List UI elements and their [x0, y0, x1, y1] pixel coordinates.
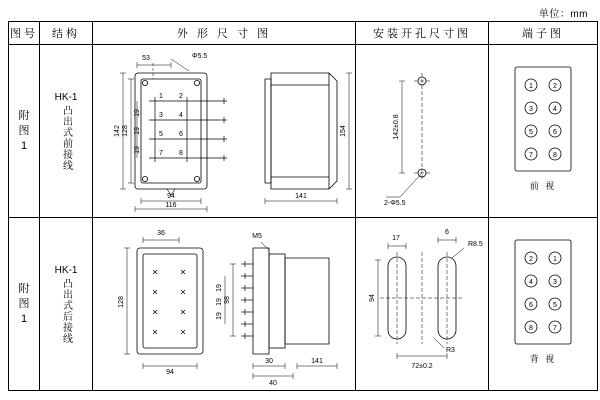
dim-72: 72±0.2: [411, 363, 433, 371]
outline-cell-2: [93, 218, 356, 391]
mounting-drawing-1: [356, 45, 488, 215]
header-fig-no: 图号: [9, 22, 40, 45]
fig-no-char: 1: [20, 312, 28, 325]
pin-label: 4: [179, 112, 183, 120]
terminal-number: 7: [553, 325, 557, 333]
terminal-number: 6: [553, 129, 557, 137]
dim-pitch-19: 19: [134, 127, 141, 136]
dim-mount-142: 142±0.8: [393, 114, 400, 140]
fig-no-cell-1: [9, 45, 40, 218]
pin-label: 1: [159, 93, 163, 101]
fig-no-char: 附: [18, 109, 30, 122]
header-outline: 外 形 尺 寸 图: [93, 22, 356, 45]
dim-screw-m5: M5: [252, 233, 262, 241]
fig-no-char: 1: [20, 139, 28, 152]
radius-r85: R8.5: [468, 241, 483, 249]
dim-6: 6: [445, 229, 449, 237]
fig-no-char: 附: [18, 282, 30, 295]
terminal-number: 4: [529, 279, 533, 287]
dim-bottom-94: 94: [166, 369, 174, 377]
terminal-diagram-1: [489, 45, 597, 215]
terminal-number: 8: [553, 152, 557, 160]
mounting-drawing-2: [356, 218, 488, 388]
dim-top-53: 53: [142, 55, 150, 63]
pin-label: 3: [159, 112, 163, 120]
header-mounting: 安装开孔尺寸图: [356, 22, 489, 45]
dim-pitch-19: 19: [134, 109, 141, 118]
dim-pitch-19: 19: [216, 284, 223, 292]
unit-note: 单位：mm: [538, 9, 588, 20]
terminal-number: 6: [529, 302, 533, 310]
structure-desc: 凸出式后接线: [60, 277, 72, 344]
dim-left-142: 142: [114, 125, 121, 137]
terminal-number: 5: [529, 129, 533, 137]
dim-depth-141: 141: [295, 193, 307, 201]
terminal-number: 3: [529, 106, 533, 114]
outline-cell-1: [93, 45, 356, 218]
terminal-number: 1: [553, 256, 557, 264]
dim-top-36: 36: [157, 230, 165, 238]
dim-30: 30: [265, 358, 273, 366]
outline-drawing-1: [93, 45, 355, 215]
dim-pitch-19: 19: [216, 312, 223, 320]
mounting-cell-1: [356, 45, 489, 218]
dim-98: 98: [224, 296, 231, 304]
note-2-holes: 2-Φ5.5: [384, 200, 406, 208]
dim-pitch-19: 19: [134, 146, 141, 155]
structure-desc: 凸出式前接线: [60, 104, 72, 171]
pin-label: 5: [159, 131, 163, 139]
pin-label: 8: [179, 150, 183, 158]
dimension-table: [8, 21, 598, 391]
terminal-number: 5: [553, 302, 557, 310]
pin-label: 7: [159, 150, 163, 158]
terminal-diagram-2: [489, 218, 597, 388]
header-terminal: 端子图: [489, 22, 598, 45]
dim-left-128: 128: [118, 296, 125, 308]
dim-left-128: 128: [122, 125, 129, 137]
dim-17: 17: [392, 235, 400, 243]
dim-141: 141: [311, 358, 323, 366]
terminal-number: 3: [553, 279, 557, 287]
dim-hole-5p5: Φ5.5: [192, 53, 208, 61]
dim-side-154: 154: [340, 125, 347, 137]
dim-bottom-94: 94: [167, 193, 175, 201]
terminal-caption: 背 视: [529, 354, 557, 365]
radius-r3: R3: [446, 347, 455, 355]
dim-94: 94: [369, 294, 376, 302]
header-structure: 结构: [40, 22, 93, 45]
terminal-number: 1: [529, 83, 533, 91]
terminal-number: 2: [529, 256, 533, 264]
terminal-cell-1: [489, 45, 598, 218]
terminal-number: 2: [553, 83, 557, 91]
terminal-number: 8: [529, 325, 533, 333]
terminal-number: 7: [529, 152, 533, 160]
structure-model: HK-1: [54, 91, 78, 103]
outline-drawing-2: [93, 218, 355, 388]
dim-pitch-19: 19: [216, 298, 223, 306]
structure-cell-2: [40, 218, 93, 391]
pin-label: 2: [179, 93, 183, 101]
terminal-number: 4: [553, 106, 557, 114]
table-row: [9, 45, 598, 218]
fig-no-char: 图: [18, 297, 30, 310]
fig-no-cell-2: [9, 218, 40, 391]
table-row: [9, 218, 598, 391]
terminal-caption: 前 视: [529, 181, 557, 192]
dim-bottom-116: 116: [165, 202, 177, 210]
mounting-cell-2: [356, 218, 489, 391]
table-header-row: [9, 22, 598, 45]
terminal-cell-2: [489, 218, 598, 391]
structure-cell-1: [40, 45, 93, 218]
pin-label: 6: [179, 131, 183, 139]
dim-40: 40: [269, 380, 277, 388]
structure-model: HK-1: [54, 264, 78, 276]
fig-no-char: 图: [18, 124, 30, 137]
